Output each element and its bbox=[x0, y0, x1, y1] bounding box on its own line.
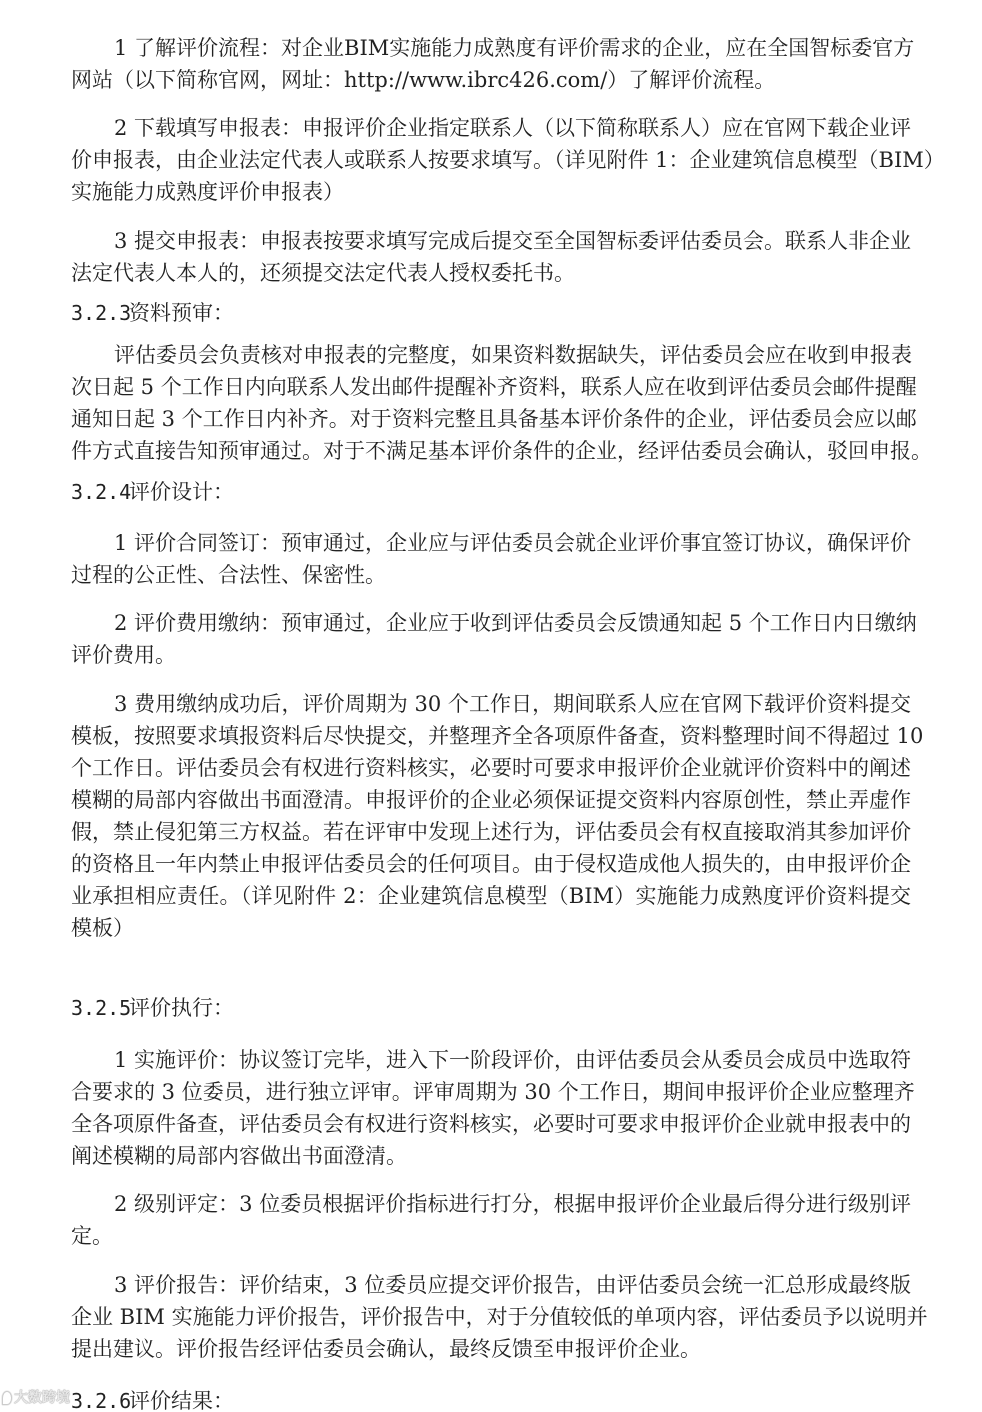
heading-3-2-3 bbox=[71, 297, 911, 329]
watermark-logo-icon bbox=[2, 1391, 12, 1405]
text-line: 价申报表，由企业法定代表人或联系人按要求填写。（详见附件 1：企业建筑信息模型（BIM） bbox=[71, 148, 945, 172]
text-line: 1 了解评价流程：对企业BIM实施能力成熟度有评价需求的企业，应在全国智标委官方 bbox=[114, 36, 915, 60]
text-line: 评估委员会负责核对申报表的完整度，如果资料数据缺失，评估委员会应在收到申报表 bbox=[114, 343, 912, 367]
watermark bbox=[2, 1388, 70, 1408]
heading-number: 3.2.4 bbox=[71, 480, 132, 504]
text-line: 1 评价合同签订：预审通过，企业应与评估委员会就企业评价事宜签订协议，确保评价 bbox=[114, 531, 912, 555]
paragraph-materials bbox=[71, 688, 924, 944]
text-line: 通知日起 3 个工作日内补齐。对于资料完整且具备基本评价条件的企业，评估委员会应以邮 bbox=[71, 407, 917, 431]
heading-3-2-5 bbox=[71, 992, 911, 1024]
heading-3-2-4 bbox=[71, 476, 911, 508]
text-line: 企业 BIM 实施能力评价报告，评价报告中，对于分值较低的单项内容，评估委员予以说明并 bbox=[71, 1305, 928, 1329]
text-line: 网站（以下简称官网，网址：http://www.ibrc426.com/）了解评价流程。 bbox=[71, 68, 776, 92]
text-line: 评价费用。 bbox=[71, 643, 176, 667]
text-line: 业承担相应责任。（详见附件 2：企业建筑信息模型（BIM）实施能力成熟度评价资料提交 bbox=[71, 884, 911, 908]
text-line: 合要求的 3 位委员，进行独立评审。评审周期为 30 个工作日，期间申报评价企业应整理齐 bbox=[71, 1080, 915, 1104]
watermark-text: 大数跨境 bbox=[14, 1390, 70, 1406]
text-line: 2 级别评定：3 位委员根据评价指标进行打分，根据申报评价企业最后得分进行级别评 bbox=[114, 1192, 911, 1216]
text-line: 全各项原件备查，评估委员会有权进行资料核实，必要时可要求申报评价企业就申报表中的 bbox=[71, 1112, 911, 1136]
paragraph-fee bbox=[71, 607, 917, 671]
text-line: 3 评价报告：评价结束，3 位委员应提交评价报告，由评估委员会统一汇总形成最终版 bbox=[114, 1273, 911, 1297]
text-line: 模板，按照要求填报资料后尽快提交，并整理齐全各项原件备查，资料整理时间不得超过 10 bbox=[71, 724, 924, 748]
text-line: 3 提交申报表：申报表按要求填写完成后提交至全国智标委评估委员会。联系人非企业 bbox=[114, 229, 912, 253]
text-line: 阐述模糊的局部内容做出书面澄清。 bbox=[71, 1144, 407, 1168]
heading-title: 评价设计： bbox=[129, 480, 234, 504]
text-line: 定。 bbox=[71, 1224, 113, 1248]
paragraph-report bbox=[71, 1269, 928, 1365]
heading-title: 评价结果： bbox=[129, 1389, 234, 1412]
text-line: 1 实施评价：协议签订完毕，进入下一阶段评价，由评估委员会从委员会成员中选取符 bbox=[114, 1048, 912, 1072]
paragraph-submit-form bbox=[71, 225, 911, 289]
text-line: 模板） bbox=[71, 916, 134, 940]
heading-number: 3.2.5 bbox=[71, 996, 132, 1020]
heading-number: 3.2.3 bbox=[71, 301, 132, 325]
heading-3-2-6 bbox=[71, 1385, 911, 1412]
paragraph-download-form bbox=[71, 112, 945, 208]
text-line: 的资格且一年内禁止申报评估委员会的任何项目。由于侵权造成他人损失的，由申报评价企 bbox=[71, 852, 911, 876]
paragraph-understand-process bbox=[71, 32, 915, 96]
heading-title: 评价执行： bbox=[129, 996, 234, 1020]
text-line: 假，禁止侵犯第三方权益。若在评审中发现上述行为，评估委员会有权直接取消其参加评价 bbox=[71, 820, 911, 844]
text-line: 次日起 5 个工作日内向联系人发出邮件提醒补齐资料，联系人应在收到评估委员会邮件提醒 bbox=[71, 375, 917, 399]
paragraph-grading bbox=[71, 1188, 911, 1252]
text-line: 件方式直接告知预审通过。对于不满足基本评价条件的企业，经评估委员会确认，驳回申报。 bbox=[71, 439, 932, 463]
text-line: 法定代表人本人的，还须提交法定代表人授权委托书。 bbox=[71, 261, 575, 285]
text-line: 个工作日。评估委员会有权进行资料核实，必要时可要求申报评价企业就评价资料中的阐述 bbox=[71, 756, 911, 780]
paragraph-contract bbox=[71, 527, 911, 591]
paragraph-pre-review bbox=[71, 339, 932, 467]
paragraph-implement bbox=[71, 1044, 915, 1172]
text-line: 2 评价费用缴纳：预审通过，企业应于收到评估委员会反馈通知起 5 个工作日内日缴纳 bbox=[114, 611, 917, 635]
text-line: 模糊的局部内容做出书面澄清。申报评价的企业必须保证提交资料内容原创性，禁止弄虚作 bbox=[71, 788, 911, 812]
text-line: 过程的公正性、合法性、保密性。 bbox=[71, 563, 386, 587]
text-line: 实施能力成熟度评价申报表） bbox=[71, 180, 344, 204]
heading-title: 资料预审： bbox=[129, 301, 234, 325]
text-line: 3 费用缴纳成功后，评价周期为 30 个工作日，期间联系人应在官网下载评价资料提交 bbox=[114, 692, 911, 716]
text-line: 2 下载填写申报表：申报评价企业指定联系人（以下简称联系人）应在官网下载企业评 bbox=[114, 116, 912, 140]
text-line: 提出建议。评价报告经评估委员会确认，最终反馈至申报评价企业。 bbox=[71, 1337, 701, 1361]
heading-number: 3.2.6 bbox=[71, 1389, 132, 1412]
